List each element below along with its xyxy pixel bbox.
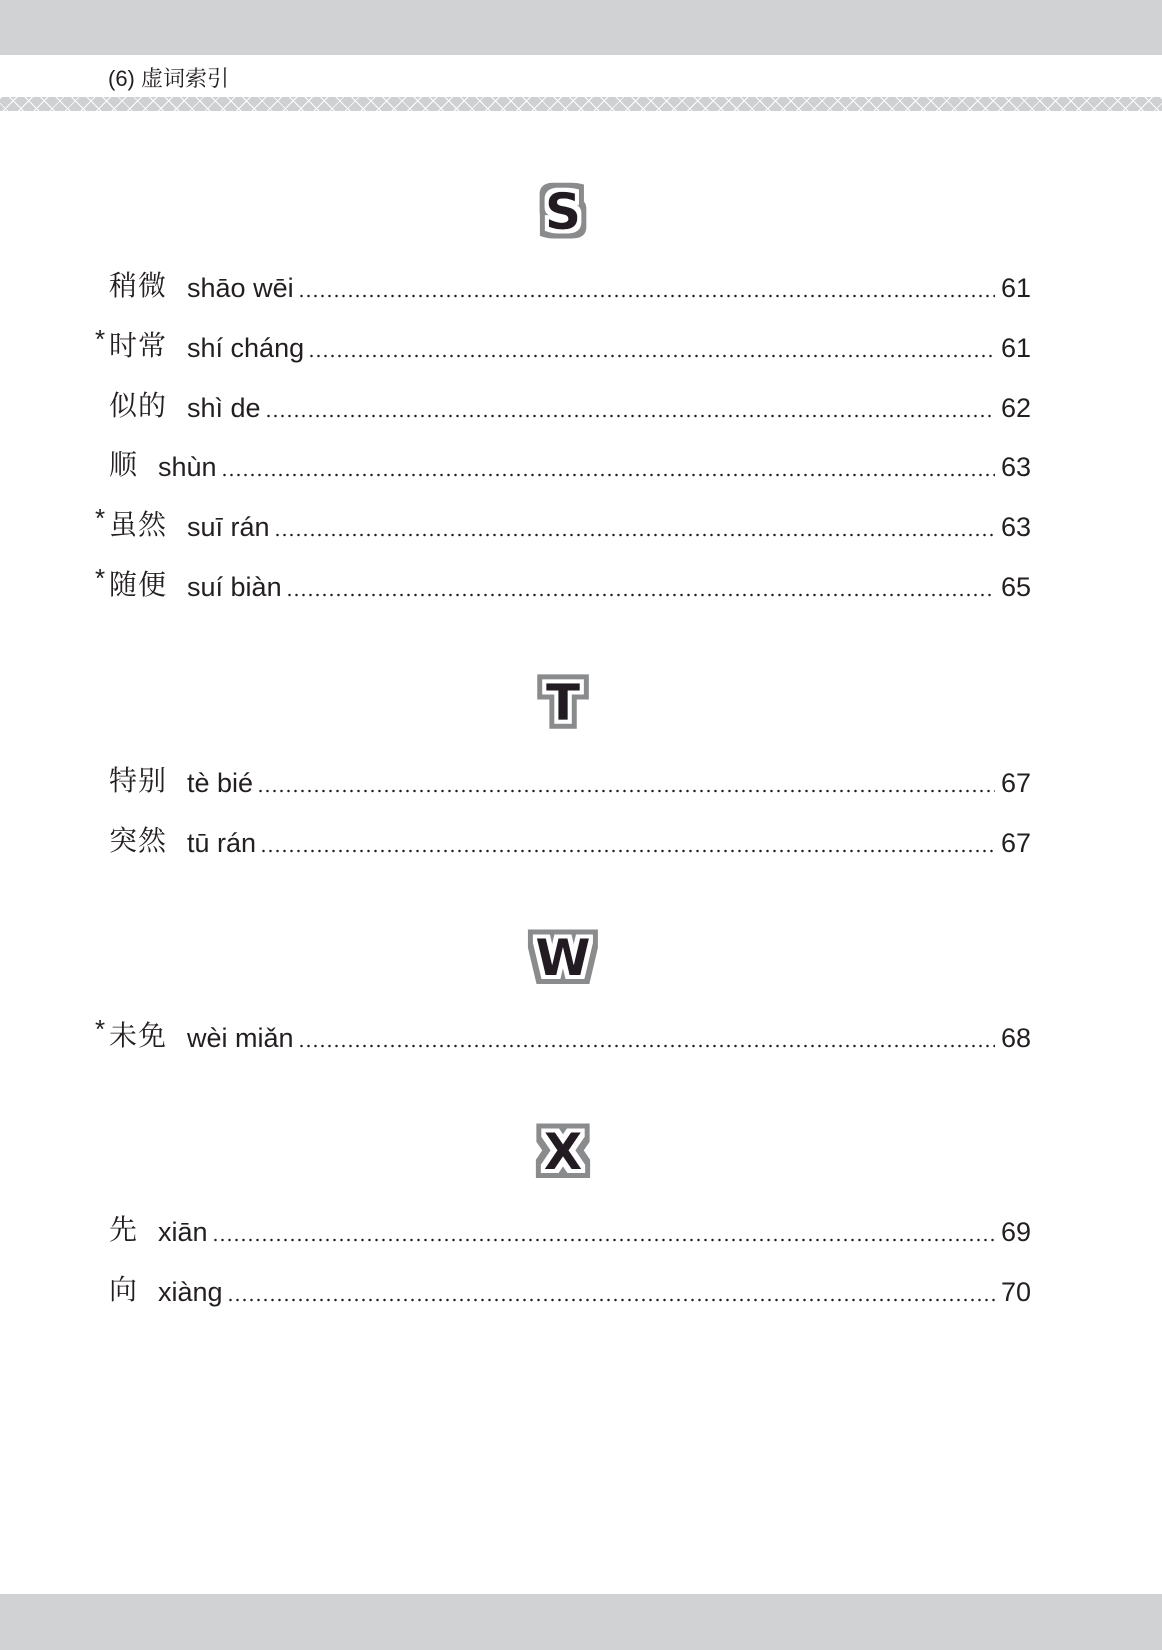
index-entry[interactable] (95, 268, 1031, 304)
index-entry[interactable] (95, 1272, 1031, 1308)
section-letter-badge (531, 176, 595, 244)
dot-leader (260, 849, 995, 853)
entry-hanzi: 突然 (109, 825, 168, 856)
entry-pinyin: xiàng (158, 1277, 223, 1307)
entry-pinyin: shāo wēi (187, 273, 294, 303)
dot-leader (308, 354, 995, 358)
entry-hanzi: 顺 (109, 449, 139, 480)
index-entry[interactable] (95, 763, 1031, 799)
dot-leader (265, 414, 995, 418)
entry-pinyin: xiān (158, 1217, 208, 1247)
entry-page-number: 62 (1000, 393, 1031, 423)
entry-hanzi: 随便 (109, 569, 168, 600)
entry-pinyin: shì de (187, 393, 261, 423)
section-letter-badge (531, 667, 595, 735)
entry-page-number: 69 (1000, 1217, 1031, 1247)
index-entry[interactable] (95, 1212, 1031, 1248)
section-letter-badge (531, 922, 595, 990)
entry-hanzi: 虽然 (109, 509, 168, 540)
index-entry[interactable] (95, 823, 1031, 859)
dot-leader (257, 789, 995, 793)
dot-leader (212, 1238, 995, 1242)
entry-pinyin: shí cháng (187, 333, 305, 363)
index-entry[interactable] (95, 503, 1031, 543)
index-entry[interactable] (95, 563, 1031, 603)
entry-hanzi: 特别 (109, 765, 168, 796)
entry-pinyin: suī rán (187, 512, 270, 542)
entry-page-number: 67 (1000, 828, 1031, 858)
entry-pinyin: wèi miǎn (187, 1023, 294, 1053)
dot-leader (286, 593, 995, 597)
entry-hanzi: 向 (109, 1274, 139, 1305)
entry-pinyin: suí biàn (187, 572, 282, 602)
entry-page-number: 67 (1000, 768, 1031, 798)
dot-leader (274, 533, 995, 537)
entry-page-number: 61 (1000, 333, 1031, 363)
key-word-marker: * (95, 503, 106, 533)
index-entry[interactable] (95, 324, 1031, 364)
entry-page-number: 68 (1000, 1023, 1031, 1053)
running-header: (6) 虚词索引 (108, 66, 230, 91)
section-letter: X (543, 1123, 583, 1181)
dot-leader (298, 294, 995, 298)
entry-hanzi: 似的 (109, 390, 168, 421)
key-word-marker: * (95, 563, 106, 593)
key-word-marker: * (95, 324, 106, 354)
entry-page-number: 61 (1000, 273, 1031, 303)
index-entry[interactable] (95, 1014, 1031, 1054)
dot-leader (221, 473, 995, 477)
index-entry[interactable] (95, 388, 1031, 424)
entry-hanzi: 时常 (109, 330, 168, 361)
entry-pinyin: tū rán (187, 828, 257, 858)
entry-page-number: 70 (1000, 1277, 1031, 1307)
index-entry[interactable] (95, 447, 1031, 483)
entry-pinyin: tè bié (187, 768, 254, 798)
entry-hanzi: 稍微 (109, 270, 168, 301)
section-letter: W (535, 929, 591, 987)
top-bar (0, 0, 1162, 55)
entry-hanzi: 先 (109, 1214, 139, 1245)
section-letter: S (544, 183, 582, 241)
key-word-marker: * (95, 1014, 106, 1044)
decorative-border (0, 97, 1162, 111)
entry-page-number: 63 (1000, 452, 1031, 482)
entry-page-number: 63 (1000, 512, 1031, 542)
section-letter: T (545, 674, 581, 732)
section-letter-badge (531, 1116, 595, 1184)
entry-hanzi: 未免 (109, 1020, 168, 1051)
dot-leader (298, 1044, 995, 1048)
entry-page-number: 65 (1000, 572, 1031, 602)
dot-leader (227, 1298, 995, 1302)
entry-pinyin: shùn (158, 452, 217, 482)
bottom-bar (0, 1594, 1162, 1650)
